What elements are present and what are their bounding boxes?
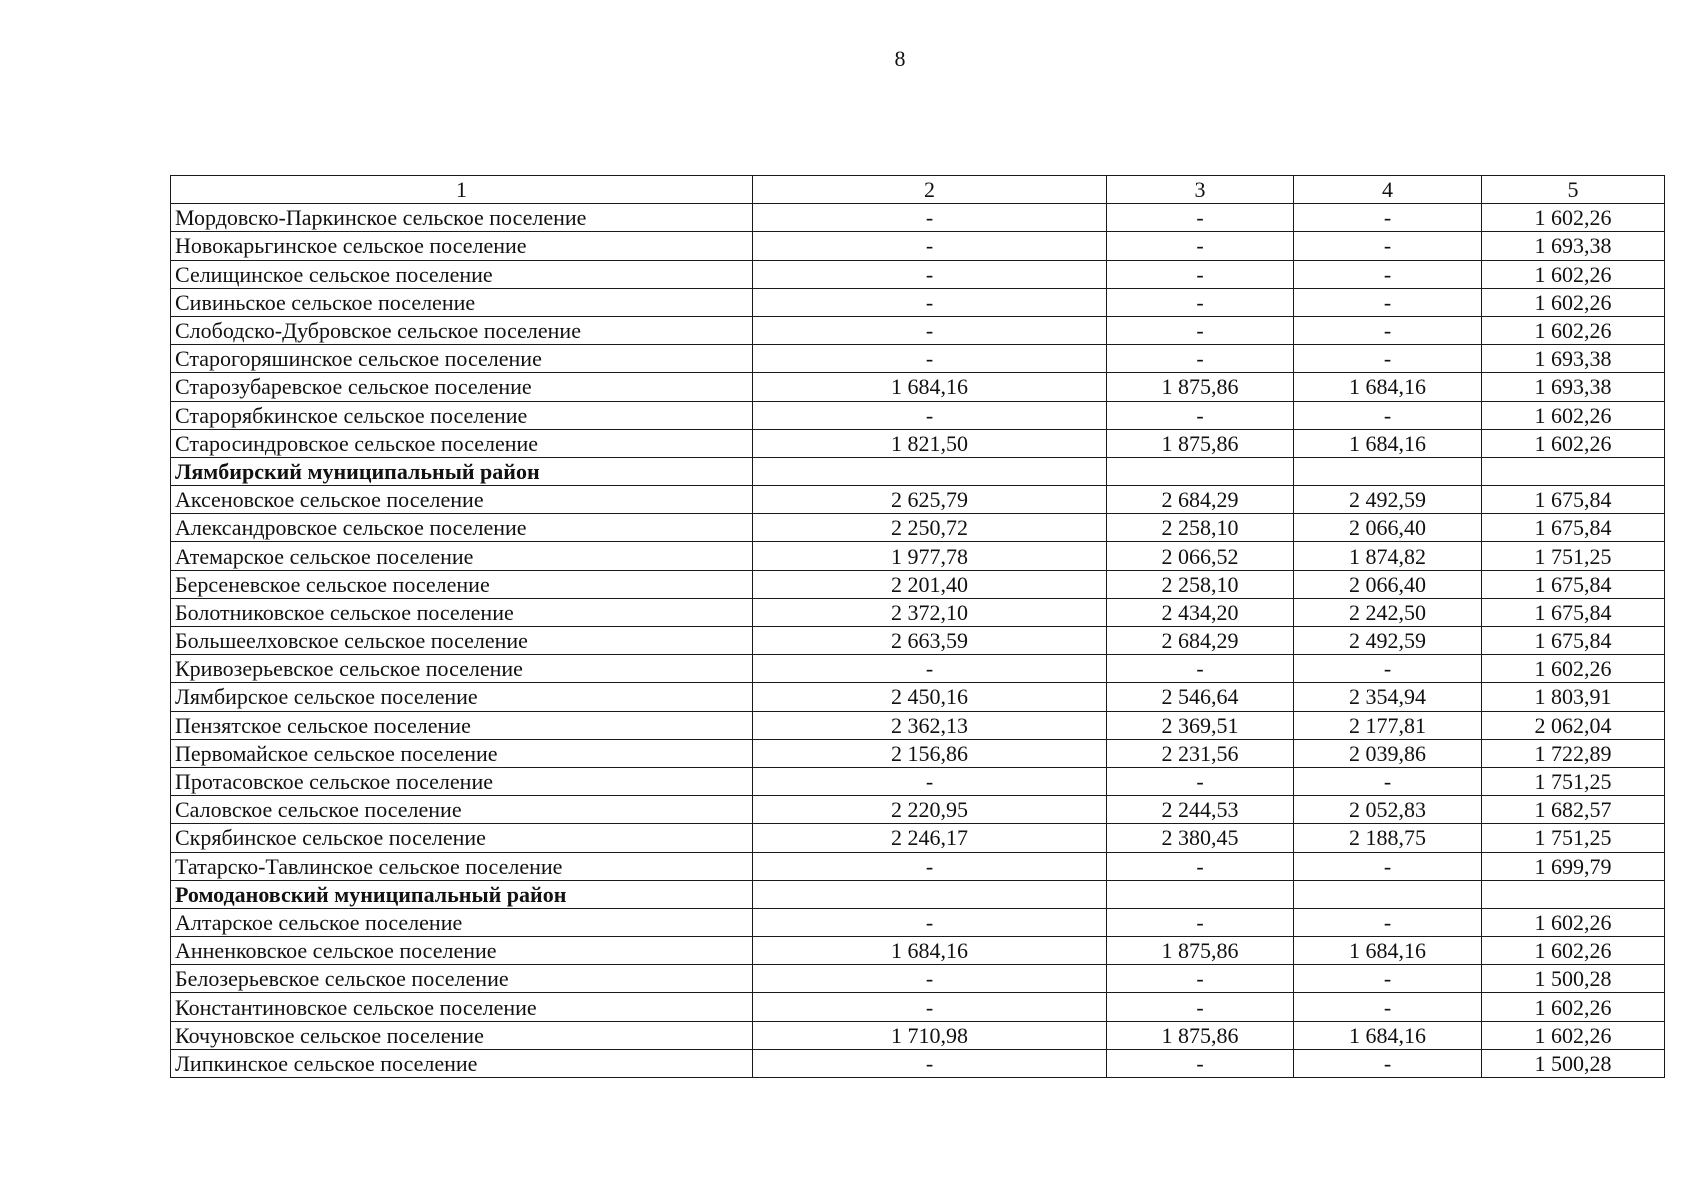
table-row (171, 316, 1665, 344)
table-row (171, 908, 1665, 936)
cell-col-2: - (753, 655, 1107, 683)
cell-col-4: - (1294, 288, 1482, 316)
cell-settlement-name: Старогоряшинское сельское поселение (171, 345, 753, 373)
cell-col-5: 1 722,89 (1482, 739, 1665, 767)
cell-settlement-name: Кривозерьевское сельское поселение (171, 655, 753, 683)
cell-col-2: - (753, 993, 1107, 1021)
cell-col-5: 2 062,04 (1482, 711, 1665, 739)
cell-col-2: 2 220,95 (753, 796, 1107, 824)
cell-col-5: 1 602,26 (1482, 1021, 1665, 1049)
header-col-2: 2 (753, 176, 1107, 204)
cell-col-3 (1107, 880, 1294, 908)
cell-col-4: - (1294, 767, 1482, 795)
cell-col-2: - (753, 260, 1107, 288)
cell-col-4 (1294, 457, 1482, 485)
cell-col-3: 2 684,29 (1107, 486, 1294, 514)
table-row (171, 1021, 1665, 1049)
cell-settlement-name: Константиновское сельское поселение (171, 993, 753, 1021)
cell-settlement-name: Скрябинское сельское поселение (171, 824, 753, 852)
cell-col-2: 2 625,79 (753, 486, 1107, 514)
district-heading-row (171, 880, 1665, 908)
cell-col-2: 2 201,40 (753, 570, 1107, 598)
cell-col-2 (753, 880, 1107, 908)
cell-col-4: 2 188,75 (1294, 824, 1482, 852)
cell-col-3: - (1107, 908, 1294, 936)
cell-col-3: 1 875,86 (1107, 373, 1294, 401)
cell-col-4: 2 066,40 (1294, 570, 1482, 598)
cell-col-2: - (753, 1049, 1107, 1077)
cell-col-2: 2 362,13 (753, 711, 1107, 739)
cell-settlement-name: Болотниковское сельское поселение (171, 598, 753, 626)
cell-col-3: 2 231,56 (1107, 739, 1294, 767)
table-row (171, 260, 1665, 288)
cell-col-3: 1 875,86 (1107, 429, 1294, 457)
cell-col-5: 1 693,38 (1482, 232, 1665, 260)
cell-col-4: 1 684,16 (1294, 373, 1482, 401)
cell-col-2: 1 684,16 (753, 937, 1107, 965)
table-row (171, 965, 1665, 993)
cell-col-3: 2 684,29 (1107, 627, 1294, 655)
table-row (171, 796, 1665, 824)
cell-col-2: 2 250,72 (753, 514, 1107, 542)
cell-col-5: 1 602,26 (1482, 908, 1665, 936)
cell-col-3: - (1107, 993, 1294, 1021)
cell-col-5: 1 675,84 (1482, 570, 1665, 598)
cell-settlement-name: Протасовское сельское поселение (171, 767, 753, 795)
cell-col-4 (1294, 880, 1482, 908)
cell-settlement-name: Липкинское сельское поселение (171, 1049, 753, 1077)
cell-col-3: 2 244,53 (1107, 796, 1294, 824)
cell-col-5: 1 602,26 (1482, 316, 1665, 344)
cell-settlement-name: Сивиньское сельское поселение (171, 288, 753, 316)
table-row (171, 739, 1665, 767)
cell-col-5: 1 602,26 (1482, 288, 1665, 316)
cell-settlement-name: Алтарское сельское поселение (171, 908, 753, 936)
cell-col-5: 1 500,28 (1482, 1049, 1665, 1077)
district-name: Ромодановский муниципальный район (171, 880, 753, 908)
cell-settlement-name: Большеелховское сельское поселение (171, 627, 753, 655)
cell-col-3: 2 258,10 (1107, 514, 1294, 542)
cell-col-3: - (1107, 288, 1294, 316)
cell-col-4: - (1294, 993, 1482, 1021)
header-col-5: 5 (1482, 176, 1665, 204)
cell-settlement-name: Берсеневское сельское поселение (171, 570, 753, 598)
table-row (171, 598, 1665, 626)
cell-col-3: 2 258,10 (1107, 570, 1294, 598)
cell-col-5: 1 500,28 (1482, 965, 1665, 993)
table-row (171, 429, 1665, 457)
cell-col-5: 1 602,26 (1482, 655, 1665, 683)
cell-settlement-name: Мордовско-Паркинское сельское поселение (171, 204, 753, 232)
cell-col-4: 1 684,16 (1294, 429, 1482, 457)
cell-col-5: 1 699,79 (1482, 852, 1665, 880)
table-row (171, 570, 1665, 598)
table-header-row (171, 176, 1665, 204)
table-row (171, 711, 1665, 739)
cell-col-3: - (1107, 345, 1294, 373)
table-row (171, 486, 1665, 514)
cell-col-5: 1 751,25 (1482, 767, 1665, 795)
header-col-1: 1 (171, 176, 753, 204)
cell-settlement-name: Пензятское сельское поселение (171, 711, 753, 739)
cell-col-5: 1 682,57 (1482, 796, 1665, 824)
cell-col-5: 1 602,26 (1482, 260, 1665, 288)
cell-col-4: - (1294, 260, 1482, 288)
cell-col-5: 1 602,26 (1482, 401, 1665, 429)
table-row (171, 627, 1665, 655)
cell-col-2: - (753, 288, 1107, 316)
tariff-table (170, 175, 1665, 1078)
cell-col-2: 1 821,50 (753, 429, 1107, 457)
cell-col-2: 2 246,17 (753, 824, 1107, 852)
table-body (171, 204, 1665, 1078)
cell-col-2: - (753, 908, 1107, 936)
cell-col-4: - (1294, 204, 1482, 232)
cell-settlement-name: Старорябкинское сельское поселение (171, 401, 753, 429)
cell-col-4: 1 684,16 (1294, 1021, 1482, 1049)
cell-col-3: - (1107, 401, 1294, 429)
cell-col-4: 2 177,81 (1294, 711, 1482, 739)
table-row (171, 824, 1665, 852)
cell-col-4: - (1294, 316, 1482, 344)
district-heading-row (171, 457, 1665, 485)
cell-settlement-name: Новокарьгинское сельское поселение (171, 232, 753, 260)
cell-col-3: - (1107, 1049, 1294, 1077)
cell-col-4: 1 684,16 (1294, 937, 1482, 965)
cell-col-3: - (1107, 204, 1294, 232)
cell-col-5: 1 602,26 (1482, 937, 1665, 965)
cell-col-3: 1 875,86 (1107, 937, 1294, 965)
cell-col-2: 1 710,98 (753, 1021, 1107, 1049)
cell-col-5: 1 693,38 (1482, 345, 1665, 373)
cell-col-2: 2 450,16 (753, 683, 1107, 711)
cell-col-5: 1 675,84 (1482, 627, 1665, 655)
cell-col-5: 1 803,91 (1482, 683, 1665, 711)
cell-settlement-name: Старозубаревское сельское поселение (171, 373, 753, 401)
cell-settlement-name: Аксеновское сельское поселение (171, 486, 753, 514)
cell-col-4: 2 492,59 (1294, 486, 1482, 514)
cell-col-2: 2 156,86 (753, 739, 1107, 767)
cell-col-2: 1 684,16 (753, 373, 1107, 401)
cell-col-3: - (1107, 767, 1294, 795)
cell-settlement-name: Белозерьевское сельское поселение (171, 965, 753, 993)
table-row (171, 373, 1665, 401)
cell-col-5: 1 675,84 (1482, 598, 1665, 626)
cell-col-5: 1 602,26 (1482, 429, 1665, 457)
cell-col-3: - (1107, 316, 1294, 344)
cell-col-3: - (1107, 232, 1294, 260)
table-row (171, 514, 1665, 542)
cell-col-5: 1 751,25 (1482, 824, 1665, 852)
cell-col-5: 1 602,26 (1482, 993, 1665, 1021)
page-number: 8 (894, 46, 906, 71)
cell-col-3: - (1107, 655, 1294, 683)
cell-col-5: 1 675,84 (1482, 514, 1665, 542)
cell-settlement-name: Лямбирское сельское поселение (171, 683, 753, 711)
table-row (171, 232, 1665, 260)
district-name: Лямбирский муниципальный район (171, 457, 753, 485)
cell-settlement-name: Саловское сельское поселение (171, 796, 753, 824)
cell-col-2: - (753, 767, 1107, 795)
cell-settlement-name: Первомайское сельское поселение (171, 739, 753, 767)
cell-col-2: - (753, 232, 1107, 260)
cell-settlement-name: Татарско-Тавлинское сельское поселение (171, 852, 753, 880)
cell-settlement-name: Селищинское сельское поселение (171, 260, 753, 288)
cell-col-4: 2 052,83 (1294, 796, 1482, 824)
table-row (171, 937, 1665, 965)
table-row (171, 345, 1665, 373)
cell-col-4: - (1294, 401, 1482, 429)
cell-col-4: 2 354,94 (1294, 683, 1482, 711)
cell-col-3: 1 875,86 (1107, 1021, 1294, 1049)
cell-col-2 (753, 457, 1107, 485)
table-row (171, 993, 1665, 1021)
cell-col-4: 2 492,59 (1294, 627, 1482, 655)
cell-col-4: - (1294, 345, 1482, 373)
table-row (171, 655, 1665, 683)
cell-col-4: - (1294, 965, 1482, 993)
cell-col-2: - (753, 204, 1107, 232)
cell-col-2: 2 372,10 (753, 598, 1107, 626)
cell-col-3: 2 066,52 (1107, 542, 1294, 570)
cell-settlement-name: Александровское сельское поселение (171, 514, 753, 542)
cell-settlement-name: Атемарское сельское поселение (171, 542, 753, 570)
table-row (171, 401, 1665, 429)
cell-settlement-name: Слободско-Дубровское сельское поселение (171, 316, 753, 344)
table-row (171, 288, 1665, 316)
cell-col-4: - (1294, 852, 1482, 880)
cell-col-4: - (1294, 908, 1482, 936)
cell-col-4: 2 242,50 (1294, 598, 1482, 626)
cell-col-4: - (1294, 232, 1482, 260)
cell-col-3 (1107, 457, 1294, 485)
table-row (171, 683, 1665, 711)
cell-col-2: - (753, 965, 1107, 993)
cell-col-3: 2 434,20 (1107, 598, 1294, 626)
table-row (171, 542, 1665, 570)
cell-col-5: 1 693,38 (1482, 373, 1665, 401)
cell-col-5 (1482, 457, 1665, 485)
cell-settlement-name: Кочуновское сельское поселение (171, 1021, 753, 1049)
cell-col-5: 1 751,25 (1482, 542, 1665, 570)
cell-settlement-name: Анненковское сельское поселение (171, 937, 753, 965)
cell-col-2: 1 977,78 (753, 542, 1107, 570)
cell-col-3: - (1107, 852, 1294, 880)
cell-col-4: - (1294, 655, 1482, 683)
cell-col-3: 2 380,45 (1107, 824, 1294, 852)
header-col-3: 3 (1107, 176, 1294, 204)
table-row (171, 204, 1665, 232)
cell-col-2: - (753, 345, 1107, 373)
cell-col-2: - (753, 852, 1107, 880)
cell-col-2: 2 663,59 (753, 627, 1107, 655)
cell-col-4: - (1294, 1049, 1482, 1077)
cell-col-3: 2 369,51 (1107, 711, 1294, 739)
cell-col-5 (1482, 880, 1665, 908)
cell-col-5: 1 602,26 (1482, 204, 1665, 232)
table-row (171, 1049, 1665, 1077)
cell-col-3: - (1107, 965, 1294, 993)
cell-col-3: - (1107, 260, 1294, 288)
table-row (171, 852, 1665, 880)
cell-col-2: - (753, 401, 1107, 429)
cell-col-4: 1 874,82 (1294, 542, 1482, 570)
cell-col-4: 2 039,86 (1294, 739, 1482, 767)
cell-col-4: 2 066,40 (1294, 514, 1482, 542)
header-col-4: 4 (1294, 176, 1482, 204)
cell-col-3: 2 546,64 (1107, 683, 1294, 711)
cell-settlement-name: Старосиндровское сельское поселение (171, 429, 753, 457)
cell-col-5: 1 675,84 (1482, 486, 1665, 514)
table-row (171, 767, 1665, 795)
cell-col-2: - (753, 316, 1107, 344)
